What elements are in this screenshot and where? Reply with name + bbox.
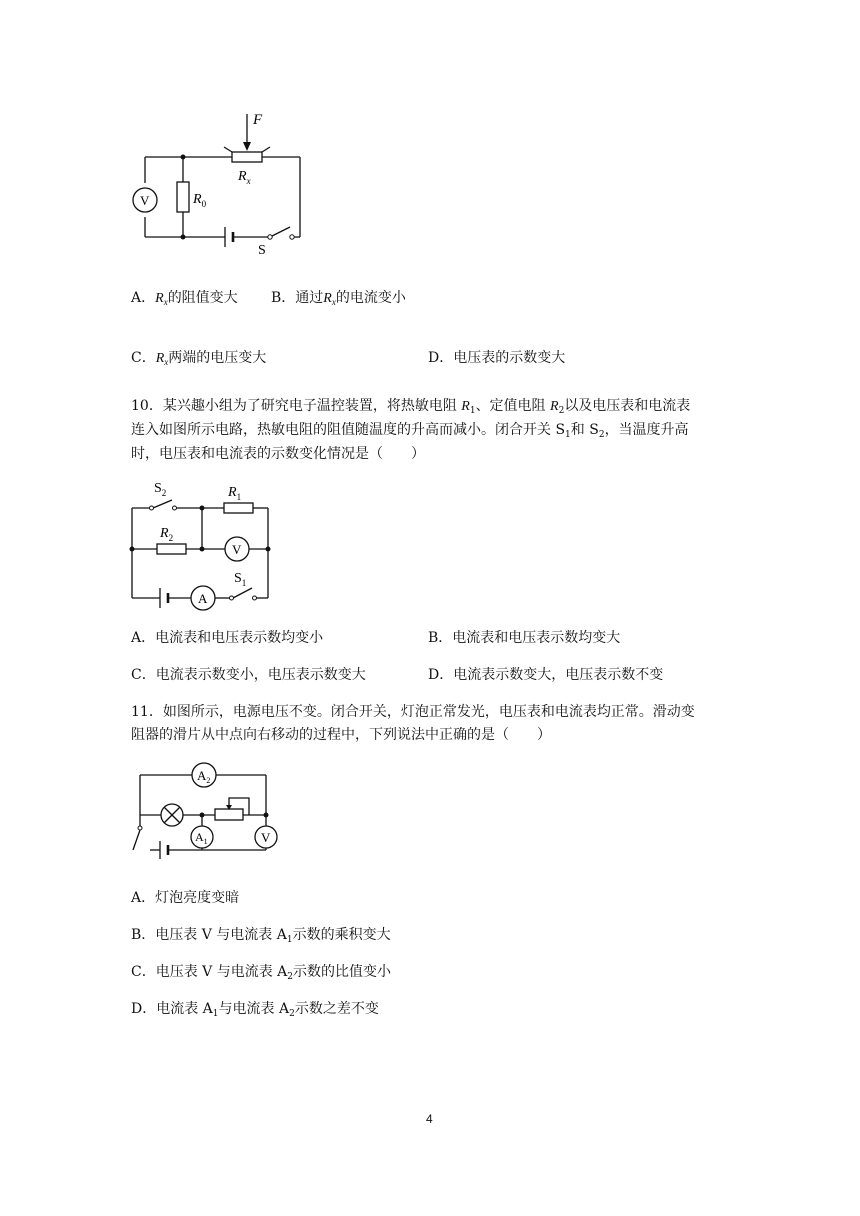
q11-stem-line2: 阻器的滑片从中点向右移动的过程中，下列说法中正确的是（ ） xyxy=(131,727,551,743)
q9-option-d[interactable]: D．电压表的示数变大 xyxy=(428,350,566,366)
q11-a1-label: $A_1$ xyxy=(195,830,208,846)
q10-voltmeter-label: V xyxy=(232,542,242,557)
q10-r1-label: $R_1$ xyxy=(228,485,242,502)
q11-option-b[interactable]: B．电压表 V 与电流表 $A_1$示数的乘积变大 xyxy=(131,927,391,945)
q10-stem-line3: 时，电压表和电流表的示数变化情况是（ ） xyxy=(131,446,425,462)
q11-circuit-diagram xyxy=(125,760,290,865)
q9-option-b[interactable]: B．通过$R_x$的电流变小 xyxy=(271,290,406,307)
q11-option-d[interactable]: D．电流表 $A_1$与电流表 $A_2$示数之差不变 xyxy=(131,1001,379,1019)
q9-rx-label: $R_x$ xyxy=(238,169,251,186)
q11-option-c[interactable]: C．电压表 V 与电流表 $A_2$示数的比值变小 xyxy=(131,964,392,982)
q11-option-a[interactable]: A．灯泡亮度变暗 xyxy=(131,890,240,906)
q9-option-c[interactable]: C．$R_x$两端的电压变大 xyxy=(131,350,267,367)
q9-option-a[interactable]: A．$R_x$的阻值变大 xyxy=(131,290,238,307)
q11-voltmeter-label: V xyxy=(261,830,271,845)
q10-s1-label: $S_1$ xyxy=(234,571,247,588)
q10-s2-label: $S_2$ xyxy=(154,481,167,498)
q10-option-d[interactable]: D．电流表示数变大，电压表示数不变 xyxy=(428,667,664,683)
q10-stem-line2: 连入如图所示电路，热敏电阻的阻值随温度的升高而减小。闭合开关 $S_1$和 $S_2$，当温度升高 xyxy=(131,422,689,440)
q9-r0-label: $R_0$ xyxy=(193,192,207,209)
q10-option-a[interactable]: A．电流表和电压表示数均变小 xyxy=(131,630,324,646)
q10-circuit-diagram xyxy=(120,470,290,615)
q10-ammeter-label: A xyxy=(198,591,208,606)
q10-option-c[interactable]: C．电流表示数变小，电压表示数变大 xyxy=(131,667,366,683)
q9-switch-label: S xyxy=(258,243,266,258)
q10-r2-label: $R_2$ xyxy=(160,526,174,543)
q9-force-label: F xyxy=(253,112,263,128)
q11-a2-label: $A_2$ xyxy=(197,768,211,785)
q10-option-b[interactable]: B．电流表和电压表示数均变大 xyxy=(428,630,621,646)
q10-stem-line1: 10．某兴趣小组为了研究电子温控装置，将热敏电阻 $R_1$、定值电阻 $R_2$以及电压表和电流表 xyxy=(131,398,691,416)
q9-voltmeter-label: V xyxy=(140,193,150,208)
page-number: 4 xyxy=(426,1112,433,1126)
q9-circuit-diagram xyxy=(120,100,320,260)
q11-stem-line1: 11．如图所示，电源电压不变。闭合开关，灯泡正常发光，电压表和电流表均正常。滑动变 xyxy=(131,704,695,720)
